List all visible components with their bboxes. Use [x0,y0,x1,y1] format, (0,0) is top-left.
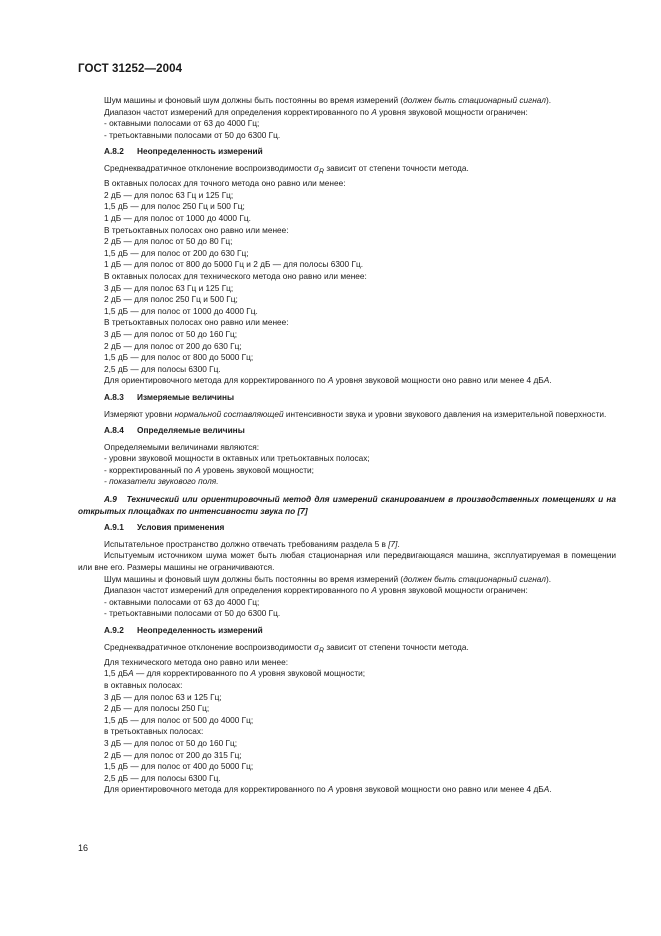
list-line: 1,5 дБ — для полос от 1000 до 4000 Гц. [104,305,258,316]
paragraph-determined-intro: Определяемыми величинами являются: [104,441,260,452]
list-item: - третьоктавными полосами от 50 до 6300 Гц. [104,608,281,619]
list-line: 2,5 дБ — для полосы 6300 Гц. [104,772,221,783]
list-line: 2 дБ — для полос 250 Гц и 500 Гц; [104,294,238,305]
list-line: 1,5 дБ — для полос от 800 до 5000 Гц; [104,352,254,363]
section-heading-a91: А.9.1 Условия применения [104,522,225,533]
section-heading-a92: А.9.2 Неопределенность измерений [104,625,263,635]
list-line: 1,5 дБ — для полос от 500 до 4000 Гц; [104,714,254,725]
list-line: 3 дБ — для полос 63 и 125 Гц; [104,691,222,702]
paragraph-frequency-range-2: Диапазон частот измерений для определения корректированного по А уровня звуковой мощности ограничен: [104,585,528,596]
list-line: В третьоктавных полосах оно равно или менее: [104,224,289,235]
list-line: 2 дБ — для полос 63 Гц и 125 Гц; [104,189,234,200]
list-item: - уровни звуковой мощности в октавных или третьоктавных полосах; [104,453,370,464]
list-line: В октавных полосах для точного метода оно равно или менее: [104,178,346,189]
page-number: 16 [78,843,89,853]
list-item: - показатели звукового поля. [104,476,219,487]
list-item: - корректированный по А уровень звуковой мощности; [104,464,314,475]
list-line: 2 дБ — для полос от 200 до 315 Гц; [104,749,242,760]
list-line: в третьоктавных полосах: [104,726,204,737]
list-item: - октавными полосами от 63 до 4000 Гц; [104,118,260,129]
document-body [78,95,616,796]
paragraph-frequency-range: Диапазон частот измерений для определения корректированного по А уровня звуковой мощности ограничен: [104,106,528,117]
paragraph-approx-method: Для ориентировочного метода для корректированного по А уровня звуковой мощности оно равно или менее 4 дБА. [104,375,552,386]
list-line: 2 дБ — для полос от 200 до 630 Гц; [104,340,242,351]
list-line: 3 дБ — для полос 63 Гц и 125 Гц; [104,282,234,293]
list-line: 1 дБ — для полос от 800 до 5000 Гц и 2 дБ — для полосы 6300 Гц. [104,259,364,270]
list-line: 1,5 дБ — для полос 250 Гц и 500 Гц; [104,201,245,212]
paragraph-sigma-intro: Среднеквадратичное отклонение воспроизводимости $\sigma_R$ зависит от степени точности метода. [104,162,469,176]
page-header-title: ГОСТ 31252—2004 [78,63,183,75]
list-line: 2,5 дБ — для полосы 6300 Гц. [104,363,221,374]
section-heading-a84: А.8.4 Определяемые величины [104,425,245,436]
list-line: 1,5 дБ — для полос от 400 до 5000 Гц; [104,761,254,772]
list-line: Для технического метода оно равно или менее: [104,656,288,667]
list-line: В третьоктавных полосах оно равно или менее: [104,317,289,328]
list-line: 2 дБ — для полосы 250 Гц; [104,703,210,714]
paragraph-noise-constant: Шум машины и фоновый шум должны быть постоянны во время измерений (должен быть стационарный сигнал). [104,95,552,105]
section-heading-a83: А.8.3 Измеряемые величины [104,391,235,402]
list-item: - третьоктавными полосами от 50 до 6300 Гц. [104,129,281,140]
paragraph-approx-method-2: Для ориентировочного метода для корректированного по А уровня звуковой мощности оно равно или менее 4 дБА. [104,784,552,795]
paragraph-noise-source: Испытуемым источником шума может быть любая стационарная или передвигающаяся машина, эксплуатируемая в помещении или вне его. Размеры машины не ограничиваются. [78,550,616,573]
list-line: 1,5 дБ — для полос от 200 до 630 Гц; [104,247,249,258]
paragraph-measured-quantities: Измеряют уровни нормальной составляющей интенсивности звука и уровни звукового давления на измерительной поверхности. [104,408,607,419]
section-heading-a9: А.9 Технический или ориентировочный метод для измерений сканированием в производственных помещениях и на открытых площадках по интенсивности звука по [7] [78,494,616,516]
list-line: 1 дБ — для полос от 1000 до 4000 Гц. [104,213,251,223]
list-line: 3 дБ — для полос от 50 до 160 Гц; [104,738,238,748]
list-line: В октавных полосах для технического метода оно равно или менее: [104,270,367,281]
list-line: 3 дБ — для полос от 50 до 160 Гц; [104,328,238,339]
list-line: 1,5 дБА — для корректированного по А уровня звуковой мощности; [104,668,366,679]
paragraph-noise-constant-2: Шум машины и фоновый шум должны быть постоянны во время измерений (должен быть стационарный сигнал). [104,573,552,584]
paragraph-sigma-intro-2: Среднеквадратичное отклонение воспроизводимости $\sigma_R$ зависит от степени точности метода. [104,641,469,655]
section-heading-a82: А.8.2 Неопределенность измерений [104,146,263,157]
paragraph-test-space: Испытательное пространство должно отвечать требованиям раздела 5 в [7]. [104,538,400,549]
list-line: 2 дБ — для полос от 50 до 80 Гц; [104,236,233,247]
list-line: в октавных полосах: [104,680,183,691]
list-item: - октавными полосами от 63 до 4000 Гц; [104,596,260,607]
